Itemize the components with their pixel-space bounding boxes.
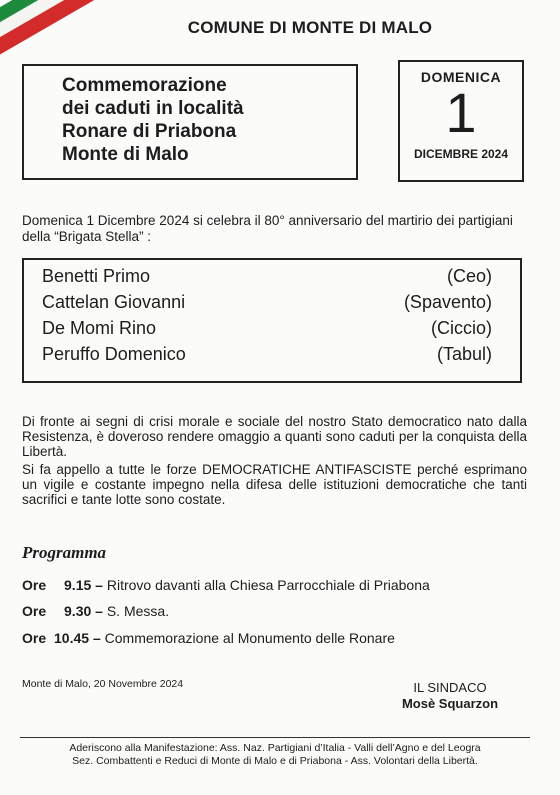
footer-divider: [20, 737, 530, 738]
program-ore: Ore: [22, 630, 47, 646]
signature-role: IL SINDACO: [413, 680, 487, 695]
event-title: Commemorazione dei caduti in località Ronare di Priabona Monte di Malo: [62, 75, 244, 165]
program-item: [22, 577, 532, 593]
place-date: Monte di Malo, 20 Novembre 2024: [22, 678, 184, 690]
municipality-title: COMUNE DI MONTE DI MALO: [187, 18, 433, 37]
program-description: Ritrovo davanti alla Chiesa Parrocchiale di Priabona: [106, 577, 430, 593]
program-item: [22, 603, 532, 619]
program-time: 10.45: [54, 630, 90, 646]
program-time: 9.15: [64, 577, 92, 593]
date-box: [398, 60, 524, 182]
program-dash: –: [92, 630, 101, 646]
partisan-row: [42, 318, 502, 339]
program-description: Commemorazione al Monumento delle Ronare: [104, 630, 395, 646]
footer-supporters: [20, 742, 530, 768]
partisan-nickname: (Ceo): [446, 266, 492, 286]
partisan-nickname: (Ciccio): [431, 318, 492, 338]
signature-name: Mosè Squarzon: [401, 696, 499, 711]
signature-block: [380, 680, 520, 711]
event-title-box: [22, 64, 358, 180]
footer-line-2: Sez. Combattenti e Reduci di Monte di Malo e di Priabona - Ass. Volontari della Libertà.: [72, 755, 478, 767]
partisans-box: [22, 258, 522, 383]
partisan-row: [42, 292, 502, 313]
partisan-name: Benetti Primo: [42, 266, 151, 286]
partisan-nickname: (Tabul): [436, 344, 492, 364]
program-description: S. Messa.: [106, 603, 170, 619]
program-dash: –: [95, 603, 103, 619]
partisan-row: [42, 266, 502, 287]
programma-heading: Programma: [22, 543, 107, 562]
program-ore: Ore: [22, 577, 47, 593]
partisan-name: De Momi Rino: [42, 318, 157, 338]
date-month-year: DICEMBRE 2024: [413, 147, 509, 161]
appeal-paragraph-2: Si fa appello a tutte le forze DEMOCRATICHE ANTIFASCISTE perché esprimano un vigile e costante impegno nella difesa delle istituzioni democratiche che tanti sacrifici e tante lotte sono costate.: [22, 462, 527, 507]
footer-line-1: Aderiscono alla Manifestazione: Ass. Naz. Partigiani d’Italia - Valli dell’Agno e del Leogra: [69, 742, 481, 754]
program-item: [22, 630, 532, 646]
program-dash: –: [95, 577, 103, 593]
intro-text: Domenica 1 Dicembre 2024 si celebra il 80° anniversario del martirio dei partigiani della “Brigata Stella” :: [22, 213, 513, 244]
date-day-number: 1: [445, 81, 477, 144]
partisan-nickname: (Spavento): [403, 292, 492, 312]
date-weekday: DOMENICA: [420, 69, 502, 85]
partisan-name: Cattelan Giovanni: [42, 292, 186, 312]
partisan-name: Peruffo Domenico: [42, 344, 186, 364]
appeal-paragraph-1: Di fronte ai segni di crisi morale e sociale del nostro Stato democratico nato dalla Resistenza, è doveroso rendere omaggio a quanti sono caduti per la conquista della Libertà.: [22, 414, 527, 459]
program-time: 9.30: [64, 603, 92, 619]
program-ore: Ore: [22, 603, 47, 619]
partisan-row: [42, 344, 502, 365]
